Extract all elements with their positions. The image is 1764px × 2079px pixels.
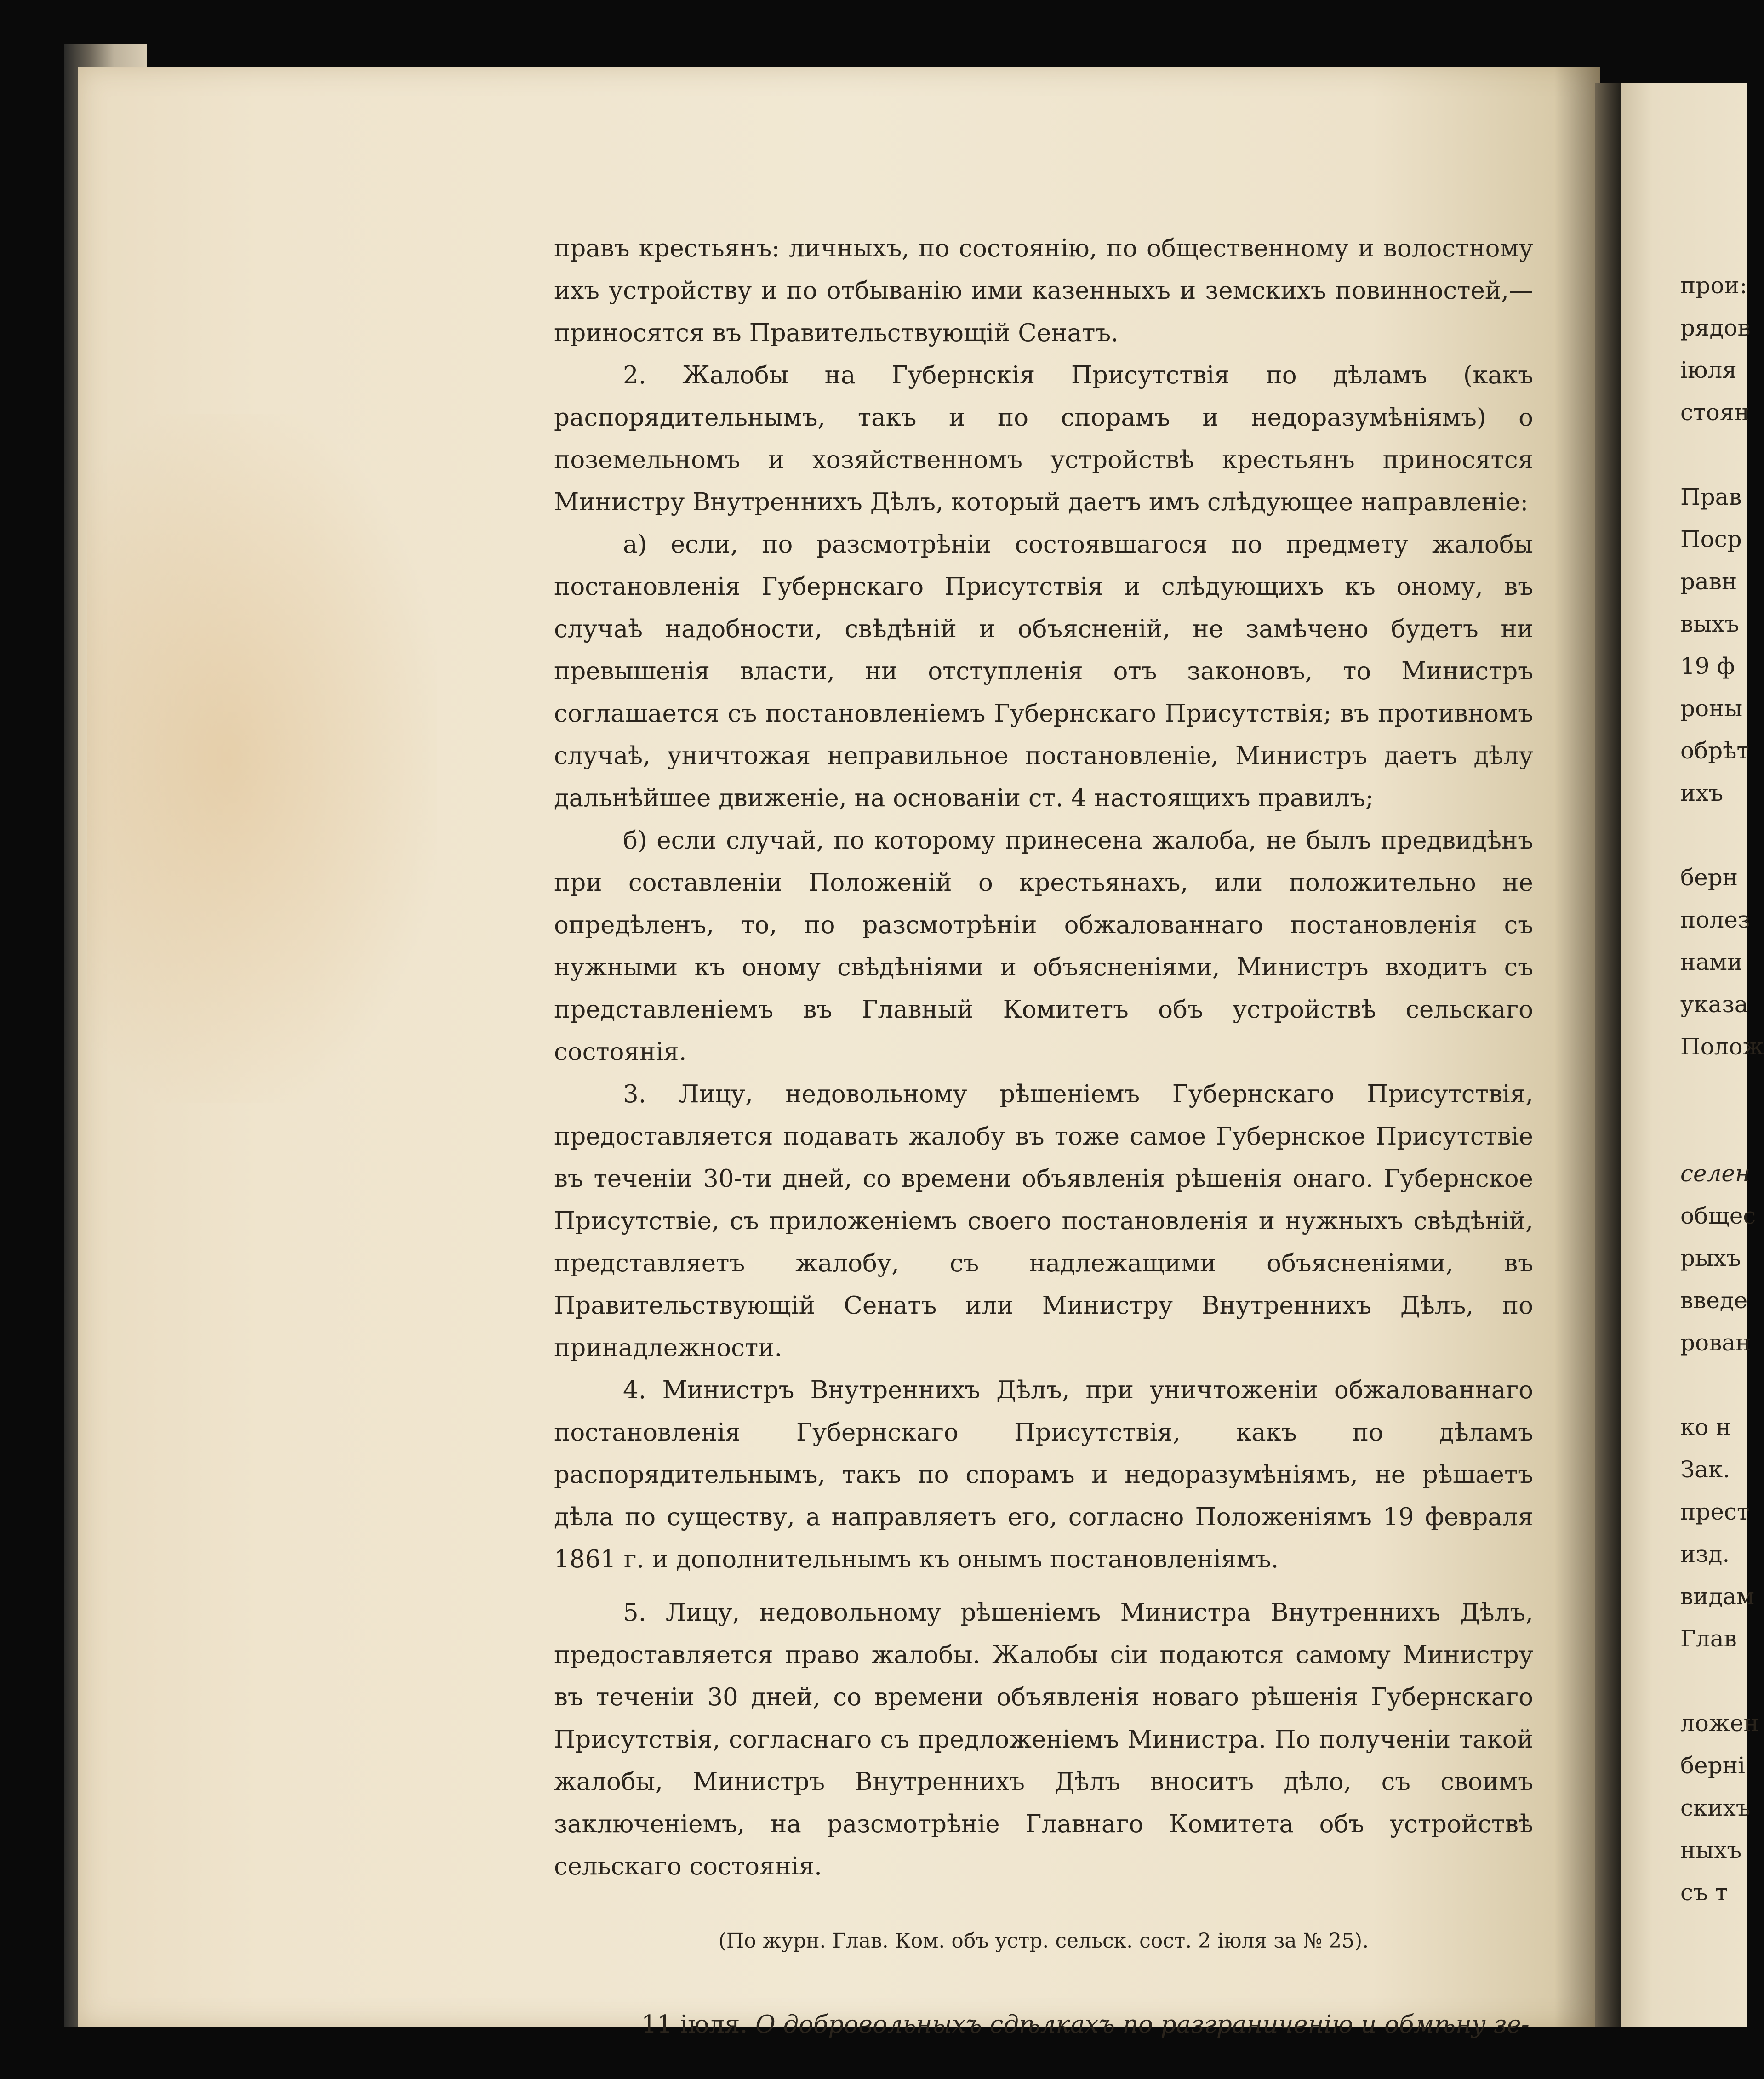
right-page-line: Глав bbox=[1680, 1625, 1737, 1652]
right-page-line: рыхъ bbox=[1680, 1245, 1741, 1271]
right-page-line: селен bbox=[1680, 1160, 1750, 1187]
section-date: 11 іюля. bbox=[641, 2011, 748, 2039]
page-stain bbox=[87, 414, 437, 1103]
right-page-line: скихъ bbox=[1680, 1794, 1751, 1821]
next-section-heading bbox=[554, 2004, 1533, 2046]
paragraph-3: 3. Лицу, недовольному рѣшеніемъ Губернскаго Присутствія, предоставляется подавать жалобу въ тоже самое Губернское Присутствіе въ теченіи 30-ти дней, со времени объявленія рѣшенія онаго. Губернское Присутствіе, съ приложеніемъ своего постановленія и нужныхъ свѣдѣній, представляетъ жалобу, съ надлежащими объясненіями, въ Правительствующій Сенатъ или Министру Внутреннихъ Дѣлъ, по принадлежности. bbox=[554, 1080, 1533, 1362]
right-page-line: нами bbox=[1680, 949, 1743, 975]
right-page-line: прест bbox=[1680, 1498, 1750, 1525]
right-page-line: Прав bbox=[1680, 484, 1742, 510]
right-page-text bbox=[1680, 264, 1764, 1914]
paragraph-2: 2. Жалобы на Губернскія Присутствія по дѣламъ (какъ распорядительнымъ, такъ и по спорамъ и недоразумѣніямъ) о поземельномъ и хозяйственномъ устройствѣ крестьянъ приносятся Министру Внутреннихъ Дѣлъ, который даетъ имъ слѣдующее направленіе: bbox=[554, 361, 1533, 516]
right-page-line: обрѣт bbox=[1680, 737, 1750, 764]
right-page-line: ныхъ bbox=[1680, 1837, 1742, 1863]
right-page-line: рядов bbox=[1680, 314, 1751, 341]
right-page-line: ко н bbox=[1680, 1414, 1731, 1441]
right-page-line: указа bbox=[1680, 991, 1748, 1018]
right-page-line: ложен bbox=[1680, 1710, 1759, 1737]
right-page-line bbox=[1680, 1364, 1747, 1406]
paragraph-2a: а) если, по разсмотрѣніи состоявшагося по предмету жалобы постановленія Губернскаго Присутствія и слѣдующихъ къ оному, въ случаѣ надобности, свѣдѣній и объясненій, не замѣчено будетъ ни превышенія власти, ни отступленія отъ законовъ, то Министръ соглашается съ постановленіемъ Губернскаго Присутствія; въ противномъ случаѣ, уничтожая неправильное постановленіе, Министръ даетъ дѣлу дальнѣйшее движеніе, на основаніи ст. 4 настоящихъ правилъ; bbox=[554, 530, 1533, 812]
right-page-line: 19 ф bbox=[1680, 653, 1735, 679]
paragraph-1: правъ крестьянъ: личныхъ, по состоянію, по общественному и волостному ихъ устройству и по отбыванію ими казенныхъ и земскихъ повинностей,— приносятся въ Правительствующій Сенатъ. bbox=[554, 234, 1533, 347]
right-page-line: Поср bbox=[1680, 526, 1742, 553]
right-page-line bbox=[1680, 1660, 1747, 1702]
right-page-line: берн bbox=[1680, 864, 1738, 891]
book-gutter bbox=[1595, 83, 1623, 2027]
right-page-line: выхъ bbox=[1680, 610, 1739, 637]
paragraph-5: 5. Лицу, недовольному рѣшеніемъ Министра Внутреннихъ Дѣлъ, предоставляется право жалобы. Жалобы сіи подаются самому Министру въ теченіи 30 дней, со времени объявленія новаго рѣшенія Губернскаго Присутствія, согласнаго съ предложеніемъ Министра. По полученіи такой жалобы, Министръ Внутреннихъ Дѣлъ вноситъ дѣло, съ своимъ заключеніемъ, на разсмотрѣніе Главнаго Комитета объ устройствѣ сельскаго состоянія. bbox=[554, 1599, 1533, 1880]
right-page-line bbox=[1680, 433, 1747, 476]
right-page-line: равн bbox=[1680, 568, 1737, 595]
right-page-line: ихъ bbox=[1680, 780, 1724, 806]
right-page-line bbox=[1680, 814, 1747, 856]
right-page-line: изд. bbox=[1680, 1541, 1730, 1567]
right-page-line bbox=[1680, 1068, 1747, 1110]
right-page-line: общес bbox=[1680, 1202, 1756, 1229]
right-page-line bbox=[1680, 1110, 1747, 1152]
right-page-line: Полож bbox=[1680, 1033, 1764, 1060]
journal-reference: (По журн. Глав. Ком. объ устр. сельск. сост. 2 іюля за № 25). bbox=[718, 1929, 1369, 1953]
section-title: О добровольныхъ сдѣлкахъ по разграниченію и обмѣну зе- bbox=[755, 2011, 1530, 2039]
right-page-line: видам bbox=[1680, 1583, 1754, 1610]
right-page-line: введе bbox=[1680, 1287, 1748, 1314]
right-page-line: Зак. bbox=[1680, 1456, 1730, 1483]
right-page-line: стоян bbox=[1680, 399, 1750, 426]
left-page-text bbox=[554, 228, 1533, 2046]
right-page-line: берні bbox=[1680, 1752, 1746, 1779]
paragraph-4: 4. Министръ Внутреннихъ Дѣлъ, при уничтоженіи обжалованнаго постановленія Губернскаго Присутствія, какъ по дѣламъ распорядительнымъ, такъ по спорамъ и недоразумѣніямъ, не рѣшаетъ дѣла по существу, а направляетъ его, согласно Положеніямъ 19 февраля 1861 г. и дополнительнымъ къ онымъ постановленіямъ. bbox=[554, 1376, 1533, 1573]
paragraph-2b: б) если случай, по которому принесена жалоба, не былъ предвидѣнъ при составленіи Положеній о крестьянахъ, или положительно не опредѣленъ, то, по разсмотрѣніи обжалованнаго постановленія съ нужными къ оному свѣдѣніями и объясненіями, Министръ входитъ съ представленіемъ въ Главный Комитетъ объ устройствѣ сельскаго состоянія. bbox=[554, 826, 1533, 1066]
right-page-line: полез bbox=[1680, 906, 1751, 933]
right-page-line: съ т bbox=[1680, 1879, 1728, 1906]
right-page-line: роны bbox=[1680, 695, 1743, 722]
right-page-line: рован bbox=[1680, 1329, 1751, 1356]
right-page-line: іюля bbox=[1680, 357, 1737, 383]
right-page-line: прои: bbox=[1680, 272, 1747, 299]
